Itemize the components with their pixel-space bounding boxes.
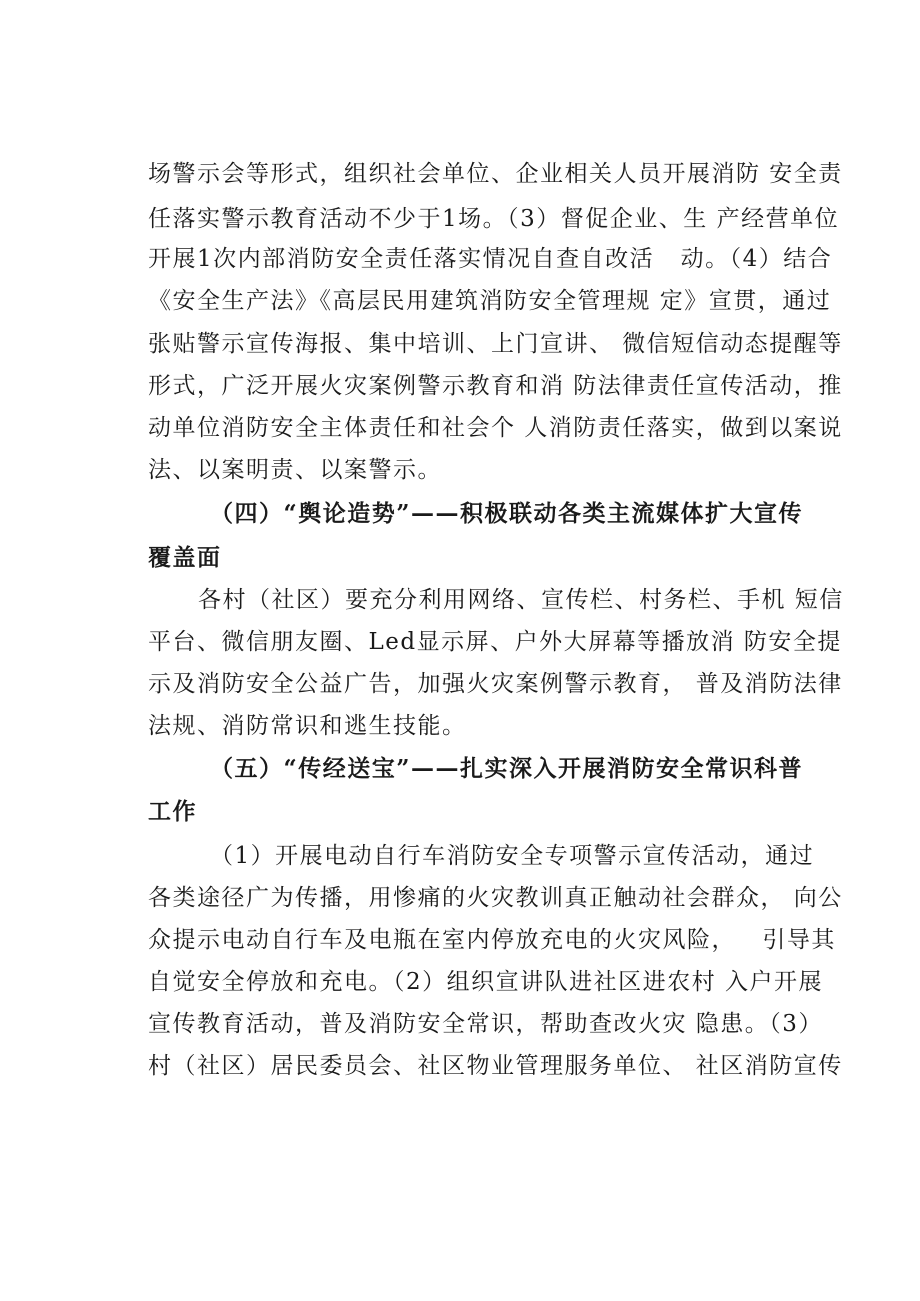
paragraph-line: 示及消防安全公益广告，加强火灾案例警示教育， 普及消防法律	[148, 671, 843, 697]
paragraph-line: 开展1次内部消防安全责任落实情况自查自改活 动。（4）结合	[148, 246, 833, 272]
section-heading-continued: 工作	[148, 798, 197, 825]
paragraph-line: 张贴警示宣传海报、集中培训、上门宣讲、 微信短信动态提醒等	[148, 331, 843, 357]
paragraph-line: 平台、微信朋友圈、Led显示屏、户外大屏幕等播放消 防安全提	[148, 629, 842, 655]
paragraph-line: 场警示会等形式，组织社会单位、企业相关人员开展消防 安全责	[148, 161, 843, 187]
paragraph-line: 宣传教育活动，普及消防安全常识，帮助查改火灾 隐患。（3）	[148, 1011, 823, 1037]
section-heading-continued: 覆盖面	[148, 544, 222, 571]
section-heading: （四）“舆论造势”——积极联动各类主流媒体扩大宣传	[210, 500, 803, 527]
paragraph-line: 各类途径广为传播，用惨痛的火灾教训真正触动社会群众， 向公	[148, 885, 843, 911]
paragraph-line: 《安全生产法》《高层民用建筑消防安全管理规 定》宣贯，通过	[148, 288, 832, 314]
paragraph-line: 任落实警示教育活动不少于1场。（3）督促企业、生 产经营单位	[148, 206, 840, 232]
paragraph-line: 法规、消防常识和逃生技能。	[148, 713, 467, 739]
paragraph-line: 自觉安全停放和充电。（2）组织宣讲队进社区进农村 入户开展	[148, 969, 823, 995]
paragraph-line: 动单位消防安全主体责任和社会个 人消防责任落实，做到以案说	[148, 415, 843, 441]
paragraph-line: 法、以案明责、以案警示。	[148, 457, 442, 483]
paragraph-line: （1）开展电动自行车消防安全专项警示宣传活动，通过	[210, 843, 815, 869]
paragraph-line: 村（社区）居民委员会、社区物业管理服务单位、 社区消防宣传	[148, 1053, 843, 1079]
paragraph-line: 众提示电动自行车及电瓶在室内停放充电的火灾风险， 引导其	[148, 927, 836, 953]
section-heading: （五）“传经送宝”——扎实深入开展消防安全常识科普	[210, 755, 803, 782]
paragraph-line: 形式，广泛开展火灾案例警示教育和消 防法律责任宣传活动，推	[148, 373, 843, 399]
paragraph-line: 各村（社区）要充分利用网络、宣传栏、村务栏、手机 短信	[198, 587, 844, 613]
